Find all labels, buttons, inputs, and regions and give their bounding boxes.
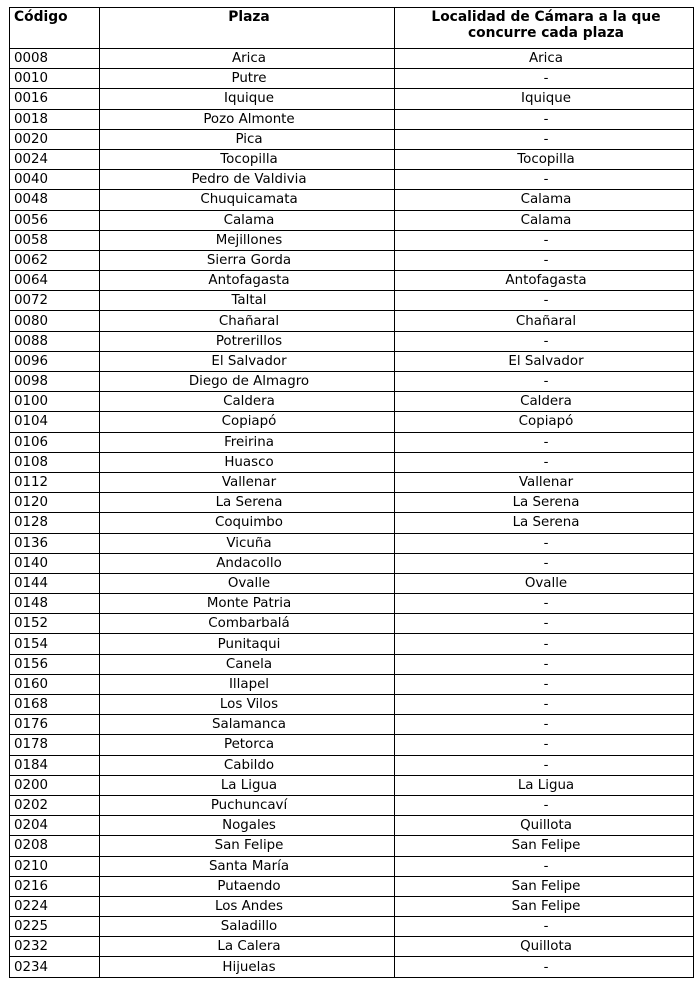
- cell-locality: La Serena: [395, 513, 694, 533]
- cell-plaza: Canela: [100, 654, 395, 674]
- cell-locality: -: [395, 69, 694, 89]
- cell-code: 0120: [10, 493, 100, 513]
- cell-locality: San Felipe: [395, 896, 694, 916]
- cell-locality: -: [395, 291, 694, 311]
- cell-code: 0024: [10, 149, 100, 169]
- cell-locality: Quillota: [395, 816, 694, 836]
- cell-locality: -: [395, 715, 694, 735]
- cell-code: 0232: [10, 937, 100, 957]
- cell-locality: -: [395, 614, 694, 634]
- cell-code: 0204: [10, 816, 100, 836]
- cell-locality: La Ligua: [395, 775, 694, 795]
- cell-code: 0128: [10, 513, 100, 533]
- cell-code: 0072: [10, 291, 100, 311]
- cell-code: 0210: [10, 856, 100, 876]
- cell-locality: -: [395, 331, 694, 351]
- cell-locality: Chañaral: [395, 311, 694, 331]
- cell-locality: El Salvador: [395, 351, 694, 371]
- cell-plaza: Pica: [100, 129, 395, 149]
- cell-code: 0224: [10, 896, 100, 916]
- table-row: [10, 472, 694, 492]
- cell-plaza: San Felipe: [100, 836, 395, 856]
- cell-locality: -: [395, 695, 694, 715]
- cell-plaza: Caldera: [100, 392, 395, 412]
- table-row: [10, 695, 694, 715]
- cell-locality: -: [395, 856, 694, 876]
- table-row: [10, 634, 694, 654]
- cell-locality: -: [395, 735, 694, 755]
- header-plaza: Plaza: [100, 8, 395, 49]
- cell-locality: Ovalle: [395, 573, 694, 593]
- cell-code: 0140: [10, 553, 100, 573]
- cell-plaza: Mejillones: [100, 230, 395, 250]
- table-row: [10, 210, 694, 230]
- table-row: [10, 250, 694, 270]
- cell-code: 0200: [10, 775, 100, 795]
- cell-plaza: Illapel: [100, 674, 395, 694]
- cell-locality: -: [395, 533, 694, 553]
- table-row: [10, 533, 694, 553]
- cell-code: 0156: [10, 654, 100, 674]
- table-row: [10, 856, 694, 876]
- cell-plaza: Hijuelas: [100, 957, 395, 977]
- table-row: [10, 452, 694, 472]
- cell-locality: -: [395, 109, 694, 129]
- table-row: [10, 957, 694, 977]
- cell-code: 0154: [10, 634, 100, 654]
- table-row: [10, 715, 694, 735]
- table-row: [10, 372, 694, 392]
- cell-locality: -: [395, 654, 694, 674]
- cell-plaza: La Serena: [100, 493, 395, 513]
- cell-plaza: Arica: [100, 49, 395, 69]
- cell-locality: -: [395, 250, 694, 270]
- table-row: [10, 412, 694, 432]
- table-row: [10, 674, 694, 694]
- table-body: [10, 49, 694, 978]
- table-row: [10, 836, 694, 856]
- table-row: [10, 917, 694, 937]
- cell-plaza: Punitaqui: [100, 634, 395, 654]
- cell-locality: Antofagasta: [395, 271, 694, 291]
- cell-code: 0152: [10, 614, 100, 634]
- cell-code: 0234: [10, 957, 100, 977]
- cell-plaza: Pedro de Valdivia: [100, 170, 395, 190]
- cell-locality: -: [395, 594, 694, 614]
- table-row: [10, 392, 694, 412]
- cell-locality: San Felipe: [395, 876, 694, 896]
- cell-code: 0208: [10, 836, 100, 856]
- cell-code: 0106: [10, 432, 100, 452]
- table-row: [10, 190, 694, 210]
- cell-code: 0112: [10, 472, 100, 492]
- table-row: [10, 654, 694, 674]
- table-row: [10, 69, 694, 89]
- cell-plaza: Ovalle: [100, 573, 395, 593]
- cell-locality: -: [395, 795, 694, 815]
- cell-plaza: Tocopilla: [100, 149, 395, 169]
- table-row: [10, 594, 694, 614]
- cell-plaza: Chuquicamata: [100, 190, 395, 210]
- cell-locality: -: [395, 170, 694, 190]
- cell-locality: -: [395, 755, 694, 775]
- cell-code: 0108: [10, 452, 100, 472]
- cell-code: 0202: [10, 795, 100, 815]
- table-row: [10, 755, 694, 775]
- cell-code: 0010: [10, 69, 100, 89]
- cell-code: 0168: [10, 695, 100, 715]
- cell-code: 0058: [10, 230, 100, 250]
- cell-plaza: La Calera: [100, 937, 395, 957]
- cell-locality: Arica: [395, 49, 694, 69]
- table-row: [10, 614, 694, 634]
- cell-locality: -: [395, 372, 694, 392]
- cell-locality: -: [395, 129, 694, 149]
- cell-locality: Calama: [395, 210, 694, 230]
- cell-plaza: Huasco: [100, 452, 395, 472]
- cell-code: 0096: [10, 351, 100, 371]
- cell-code: 0062: [10, 250, 100, 270]
- cell-locality: -: [395, 452, 694, 472]
- table-row: [10, 271, 694, 291]
- cell-locality: Calama: [395, 190, 694, 210]
- cell-plaza: La Ligua: [100, 775, 395, 795]
- cell-code: 0184: [10, 755, 100, 775]
- cell-code: 0216: [10, 876, 100, 896]
- cell-plaza: Vicuña: [100, 533, 395, 553]
- cell-plaza: Andacollo: [100, 553, 395, 573]
- table-row: [10, 331, 694, 351]
- cell-plaza: Coquimbo: [100, 513, 395, 533]
- cell-plaza: Nogales: [100, 816, 395, 836]
- cell-plaza: Santa María: [100, 856, 395, 876]
- cell-locality: Tocopilla: [395, 149, 694, 169]
- cell-plaza: Antofagasta: [100, 271, 395, 291]
- cell-plaza: Salamanca: [100, 715, 395, 735]
- table-row: [10, 795, 694, 815]
- table-row: [10, 49, 694, 69]
- cell-code: 0176: [10, 715, 100, 735]
- cell-plaza: Monte Patria: [100, 594, 395, 614]
- cell-plaza: Copiapó: [100, 412, 395, 432]
- table-row: [10, 735, 694, 755]
- cell-plaza: Saladillo: [100, 917, 395, 937]
- cell-plaza: Cabildo: [100, 755, 395, 775]
- cell-code: 0178: [10, 735, 100, 755]
- cell-plaza: Calama: [100, 210, 395, 230]
- table-row: [10, 816, 694, 836]
- cell-plaza: Los Andes: [100, 896, 395, 916]
- cell-code: 0104: [10, 412, 100, 432]
- table-row: [10, 493, 694, 513]
- table-row: [10, 109, 694, 129]
- cell-code: 0136: [10, 533, 100, 553]
- cell-plaza: Chañaral: [100, 311, 395, 331]
- table-row: [10, 351, 694, 371]
- table-row: [10, 149, 694, 169]
- table-row: [10, 876, 694, 896]
- header-locality: Localidad de Cámara a la que concurre cada plaza: [395, 8, 694, 49]
- cell-locality: Vallenar: [395, 472, 694, 492]
- cell-locality: San Felipe: [395, 836, 694, 856]
- table-row: [10, 170, 694, 190]
- cell-code: 0088: [10, 331, 100, 351]
- table-row: [10, 775, 694, 795]
- cell-code: 0048: [10, 190, 100, 210]
- cell-locality: La Serena: [395, 493, 694, 513]
- cell-plaza: Vallenar: [100, 472, 395, 492]
- cell-plaza: Potrerillos: [100, 331, 395, 351]
- header-row: [10, 8, 694, 49]
- cell-code: 0080: [10, 311, 100, 331]
- cell-code: 0056: [10, 210, 100, 230]
- table-row: [10, 553, 694, 573]
- cell-plaza: Sierra Gorda: [100, 250, 395, 270]
- cell-locality: -: [395, 230, 694, 250]
- cell-code: 0144: [10, 573, 100, 593]
- cell-locality: Caldera: [395, 392, 694, 412]
- cell-plaza: Taltal: [100, 291, 395, 311]
- cell-code: 0040: [10, 170, 100, 190]
- table-header: [10, 8, 694, 49]
- plaza-table: [9, 7, 694, 978]
- cell-locality: -: [395, 674, 694, 694]
- cell-locality: -: [395, 917, 694, 937]
- cell-locality: -: [395, 553, 694, 573]
- cell-code: 0100: [10, 392, 100, 412]
- table-row: [10, 230, 694, 250]
- table-row: [10, 89, 694, 109]
- cell-code: 0020: [10, 129, 100, 149]
- cell-plaza: Putre: [100, 69, 395, 89]
- cell-plaza: Iquique: [100, 89, 395, 109]
- cell-code: 0098: [10, 372, 100, 392]
- table-row: [10, 573, 694, 593]
- cell-plaza: Pozo Almonte: [100, 109, 395, 129]
- cell-plaza: Los Vilos: [100, 695, 395, 715]
- table-row: [10, 291, 694, 311]
- table-row: [10, 129, 694, 149]
- table-row: [10, 896, 694, 916]
- cell-locality: Copiapó: [395, 412, 694, 432]
- cell-locality: -: [395, 634, 694, 654]
- cell-code: 0018: [10, 109, 100, 129]
- cell-plaza: Putaendo: [100, 876, 395, 896]
- cell-code: 0008: [10, 49, 100, 69]
- cell-code: 0148: [10, 594, 100, 614]
- cell-plaza: Puchuncaví: [100, 795, 395, 815]
- cell-plaza: Petorca: [100, 735, 395, 755]
- cell-code: 0016: [10, 89, 100, 109]
- cell-code: 0160: [10, 674, 100, 694]
- cell-plaza: Diego de Almagro: [100, 372, 395, 392]
- cell-plaza: El Salvador: [100, 351, 395, 371]
- cell-locality: -: [395, 432, 694, 452]
- cell-plaza: Combarbalá: [100, 614, 395, 634]
- table-row: [10, 937, 694, 957]
- table-row: [10, 311, 694, 331]
- cell-code: 0064: [10, 271, 100, 291]
- cell-locality: -: [395, 957, 694, 977]
- header-code: Código: [10, 8, 100, 49]
- table-row: [10, 432, 694, 452]
- cell-code: 0225: [10, 917, 100, 937]
- table-row: [10, 513, 694, 533]
- cell-plaza: Freirina: [100, 432, 395, 452]
- cell-locality: Quillota: [395, 937, 694, 957]
- cell-locality: Iquique: [395, 89, 694, 109]
